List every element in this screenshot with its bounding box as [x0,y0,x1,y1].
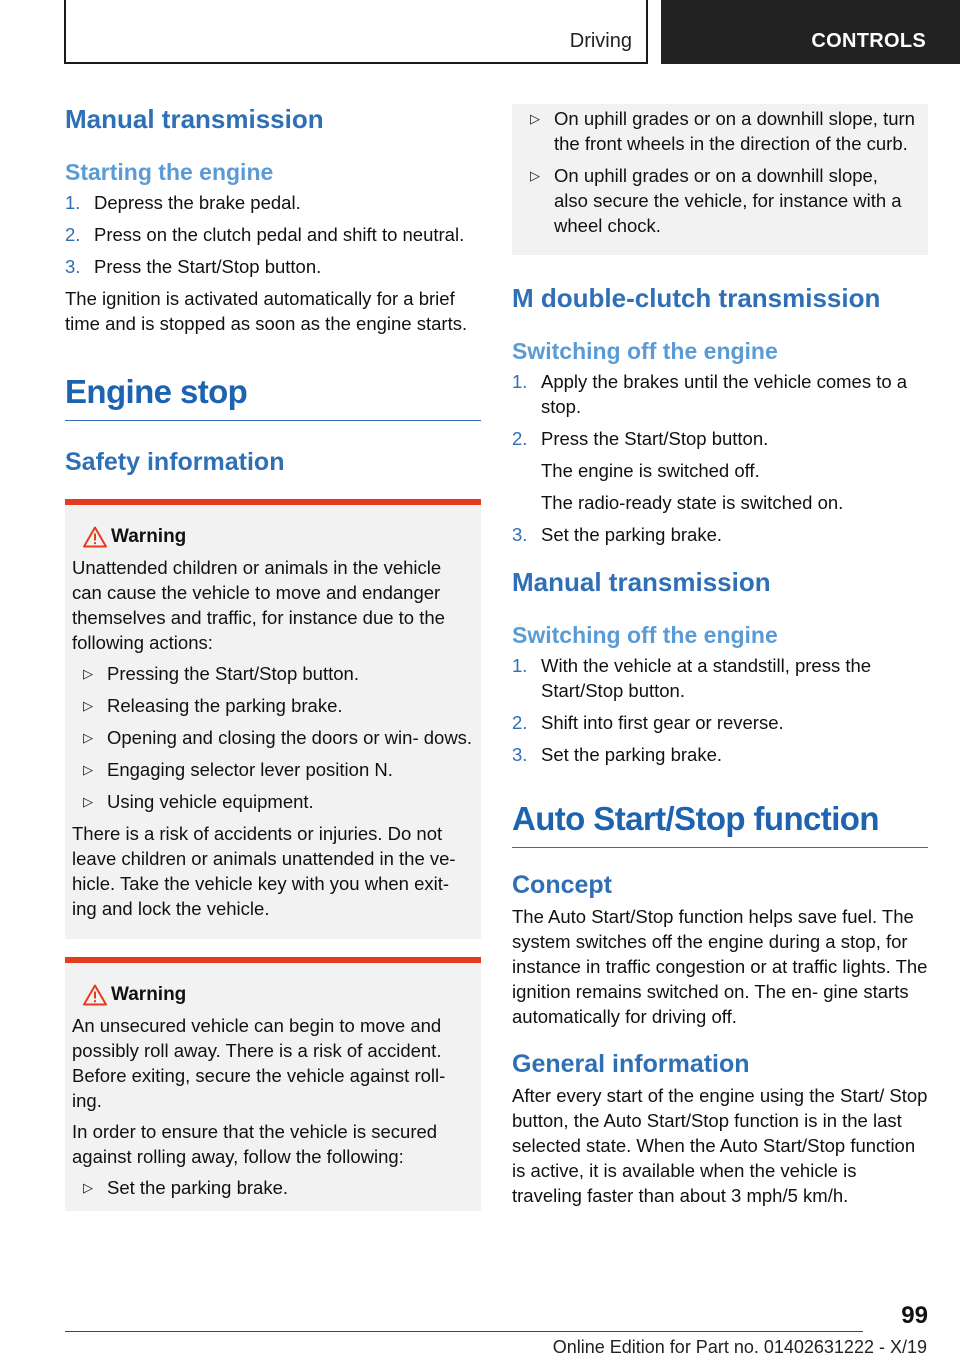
triangle-bullet-icon: ▷ [83,1180,93,1195]
warning-box-rolling [65,957,481,1211]
warning-triangle-icon [83,526,107,548]
list-item-text: Set the parking brake. [107,1177,288,1198]
switching-off-heading-dct: Switching off the engine [512,338,778,364]
auto-start-stop-heading: Auto Start/Stop function [512,799,928,848]
triangle-bullet-icon: ▷ [83,762,93,777]
footer-edition: Online Edition for Part no. 01402631222 - X/19 [552,1337,927,1357]
list-item-text: On uphill grades or on a downhill slope, also secure the vehicle, for instance with a wheel chock. [554,165,902,236]
warning-title: Warning [111,984,187,1005]
header-tab-section [64,0,648,64]
warning-intro: An unsecured vehicle can begin to move and possibly roll away. There is a risk of accident. Before exiting, secure the vehicle against roll‐ ing. [72,1015,446,1111]
step-number: 3. [512,524,528,545]
safety-information-heading: Safety information [65,448,285,476]
header-tab-chapter [661,0,960,64]
securing-continued-list [519,106,916,238]
step-number: 1. [512,371,528,392]
list-item [512,710,928,735]
left-column [65,104,481,1211]
list-item [72,789,474,814]
list-item-text: Opening and closing the doors or win‐ dows. [107,727,473,748]
warning-triangle-icon [83,984,107,1006]
step-number: 3. [65,256,81,277]
triangle-bullet-icon: ▷ [530,111,540,126]
list-item [512,742,928,767]
list-item [512,426,928,515]
general-information-heading: General information [512,1050,750,1078]
warning-intro: Unattended children or animals in the vehicle can cause the vehicle to move and endanger themselves and traffic, for instance due to the following actions: [72,557,445,653]
step-number: 2. [65,224,81,245]
page-number: 99 [901,1302,928,1329]
starting-steps-list [65,190,481,279]
triangle-bullet-icon: ▷ [83,666,93,681]
list-item-text: On uphill grades or on a downhill slope, turn the front wheels in the direction of the curb. [554,108,915,154]
step-text: Set the parking brake. [541,524,722,545]
step-text: Press the Start/Stop button. [541,428,769,449]
starting-engine-heading: Starting the engine [65,159,274,185]
step-number: 2. [512,428,528,449]
warning-intro-2: In order to ensure that the vehicle is secured against rolling away, follow the following: [72,1121,438,1167]
manual-transmission-heading: Manual transmission [65,104,324,134]
concept-text: The Auto Start/Stop function helps save fuel. The system switches off the engine during a stop, for instance in traffic congestion or at traffic lights. The ignition remains switched on. The en‐ gine starts automatically for driving off. [512,906,928,1027]
warning-box-continued [512,104,928,255]
list-item [72,661,474,686]
list-item-text: Using vehicle equipment. [107,791,314,812]
list-item [519,163,916,238]
header-chapter-label: CONTROLS [811,30,926,52]
concept-heading: Concept [512,871,612,899]
list-item [519,106,916,156]
dct-steps-list [512,369,928,547]
step-number: 1. [512,655,528,676]
step-text: Press the Start/Stop button. [94,256,322,277]
list-item [512,522,928,547]
step-result: The engine is switched off. [541,460,760,481]
step-text: Depress the brake pedal. [94,192,301,213]
right-column [512,104,928,1208]
step-text: Press on the clutch pedal and shift to neutral. [94,224,465,245]
list-item [65,222,481,247]
list-item [72,1175,474,1200]
list-item-text: Engaging selector lever position N. [107,759,393,780]
step-text: Shift into first gear or reverse. [541,712,784,733]
manual-transmission-heading-2: Manual transmission [512,567,771,597]
list-item [72,725,474,750]
step-text: Set the parking brake. [541,744,722,765]
warning-header [72,525,474,551]
footer-divider [65,1331,863,1332]
list-item [512,369,928,419]
warning-actions-list [72,661,474,814]
list-item [72,693,474,718]
step-text: Apply the brakes until the vehicle comes to a stop. [541,371,908,417]
triangle-bullet-icon: ▷ [530,168,540,183]
starting-note: The ignition is activated automatically for a brief time and is stopped as soon as the engine starts. [65,288,468,334]
triangle-bullet-icon: ▷ [83,794,93,809]
general-information-text: After every start of the engine using the Start/ Stop button, the Auto Start/Stop function is in the last selected state. When the Auto Start/Stop function is active, it is available when the vehicle is traveling faster than about 3 mph/5 km/h. [512,1085,928,1206]
switching-off-heading-manual: Switching off the engine [512,622,778,648]
warning-title: Warning [111,526,187,547]
step-number: 3. [512,744,528,765]
header-section-label: Driving [569,30,632,52]
list-item [512,653,928,703]
list-item [72,757,474,782]
warning-securing-list [72,1175,474,1200]
list-item [65,254,481,279]
triangle-bullet-icon: ▷ [83,730,93,745]
step-text: With the vehicle at a standstill, press the Start/Stop button. [541,655,872,701]
list-item-text: Pressing the Start/Stop button. [107,663,359,684]
step-result: The radio-ready state is switched on. [541,492,844,513]
warning-outro: There is a risk of accidents or injuries. Do not leave children or animals unattended in the ve‐ hicle. Take the vehicle key with you when exit‐ ing and lock the vehicle. [72,823,456,919]
step-number: 1. [65,192,81,213]
manual-steps-list [512,653,928,767]
list-item-text: Releasing the parking brake. [107,695,343,716]
step-number: 2. [512,712,528,733]
m-dct-heading: M double-clutch transmission [512,283,881,313]
list-item [65,190,481,215]
engine-stop-heading: Engine stop [65,372,481,421]
warning-box-unattended [65,499,481,939]
triangle-bullet-icon: ▷ [83,698,93,713]
warning-header [72,983,474,1009]
